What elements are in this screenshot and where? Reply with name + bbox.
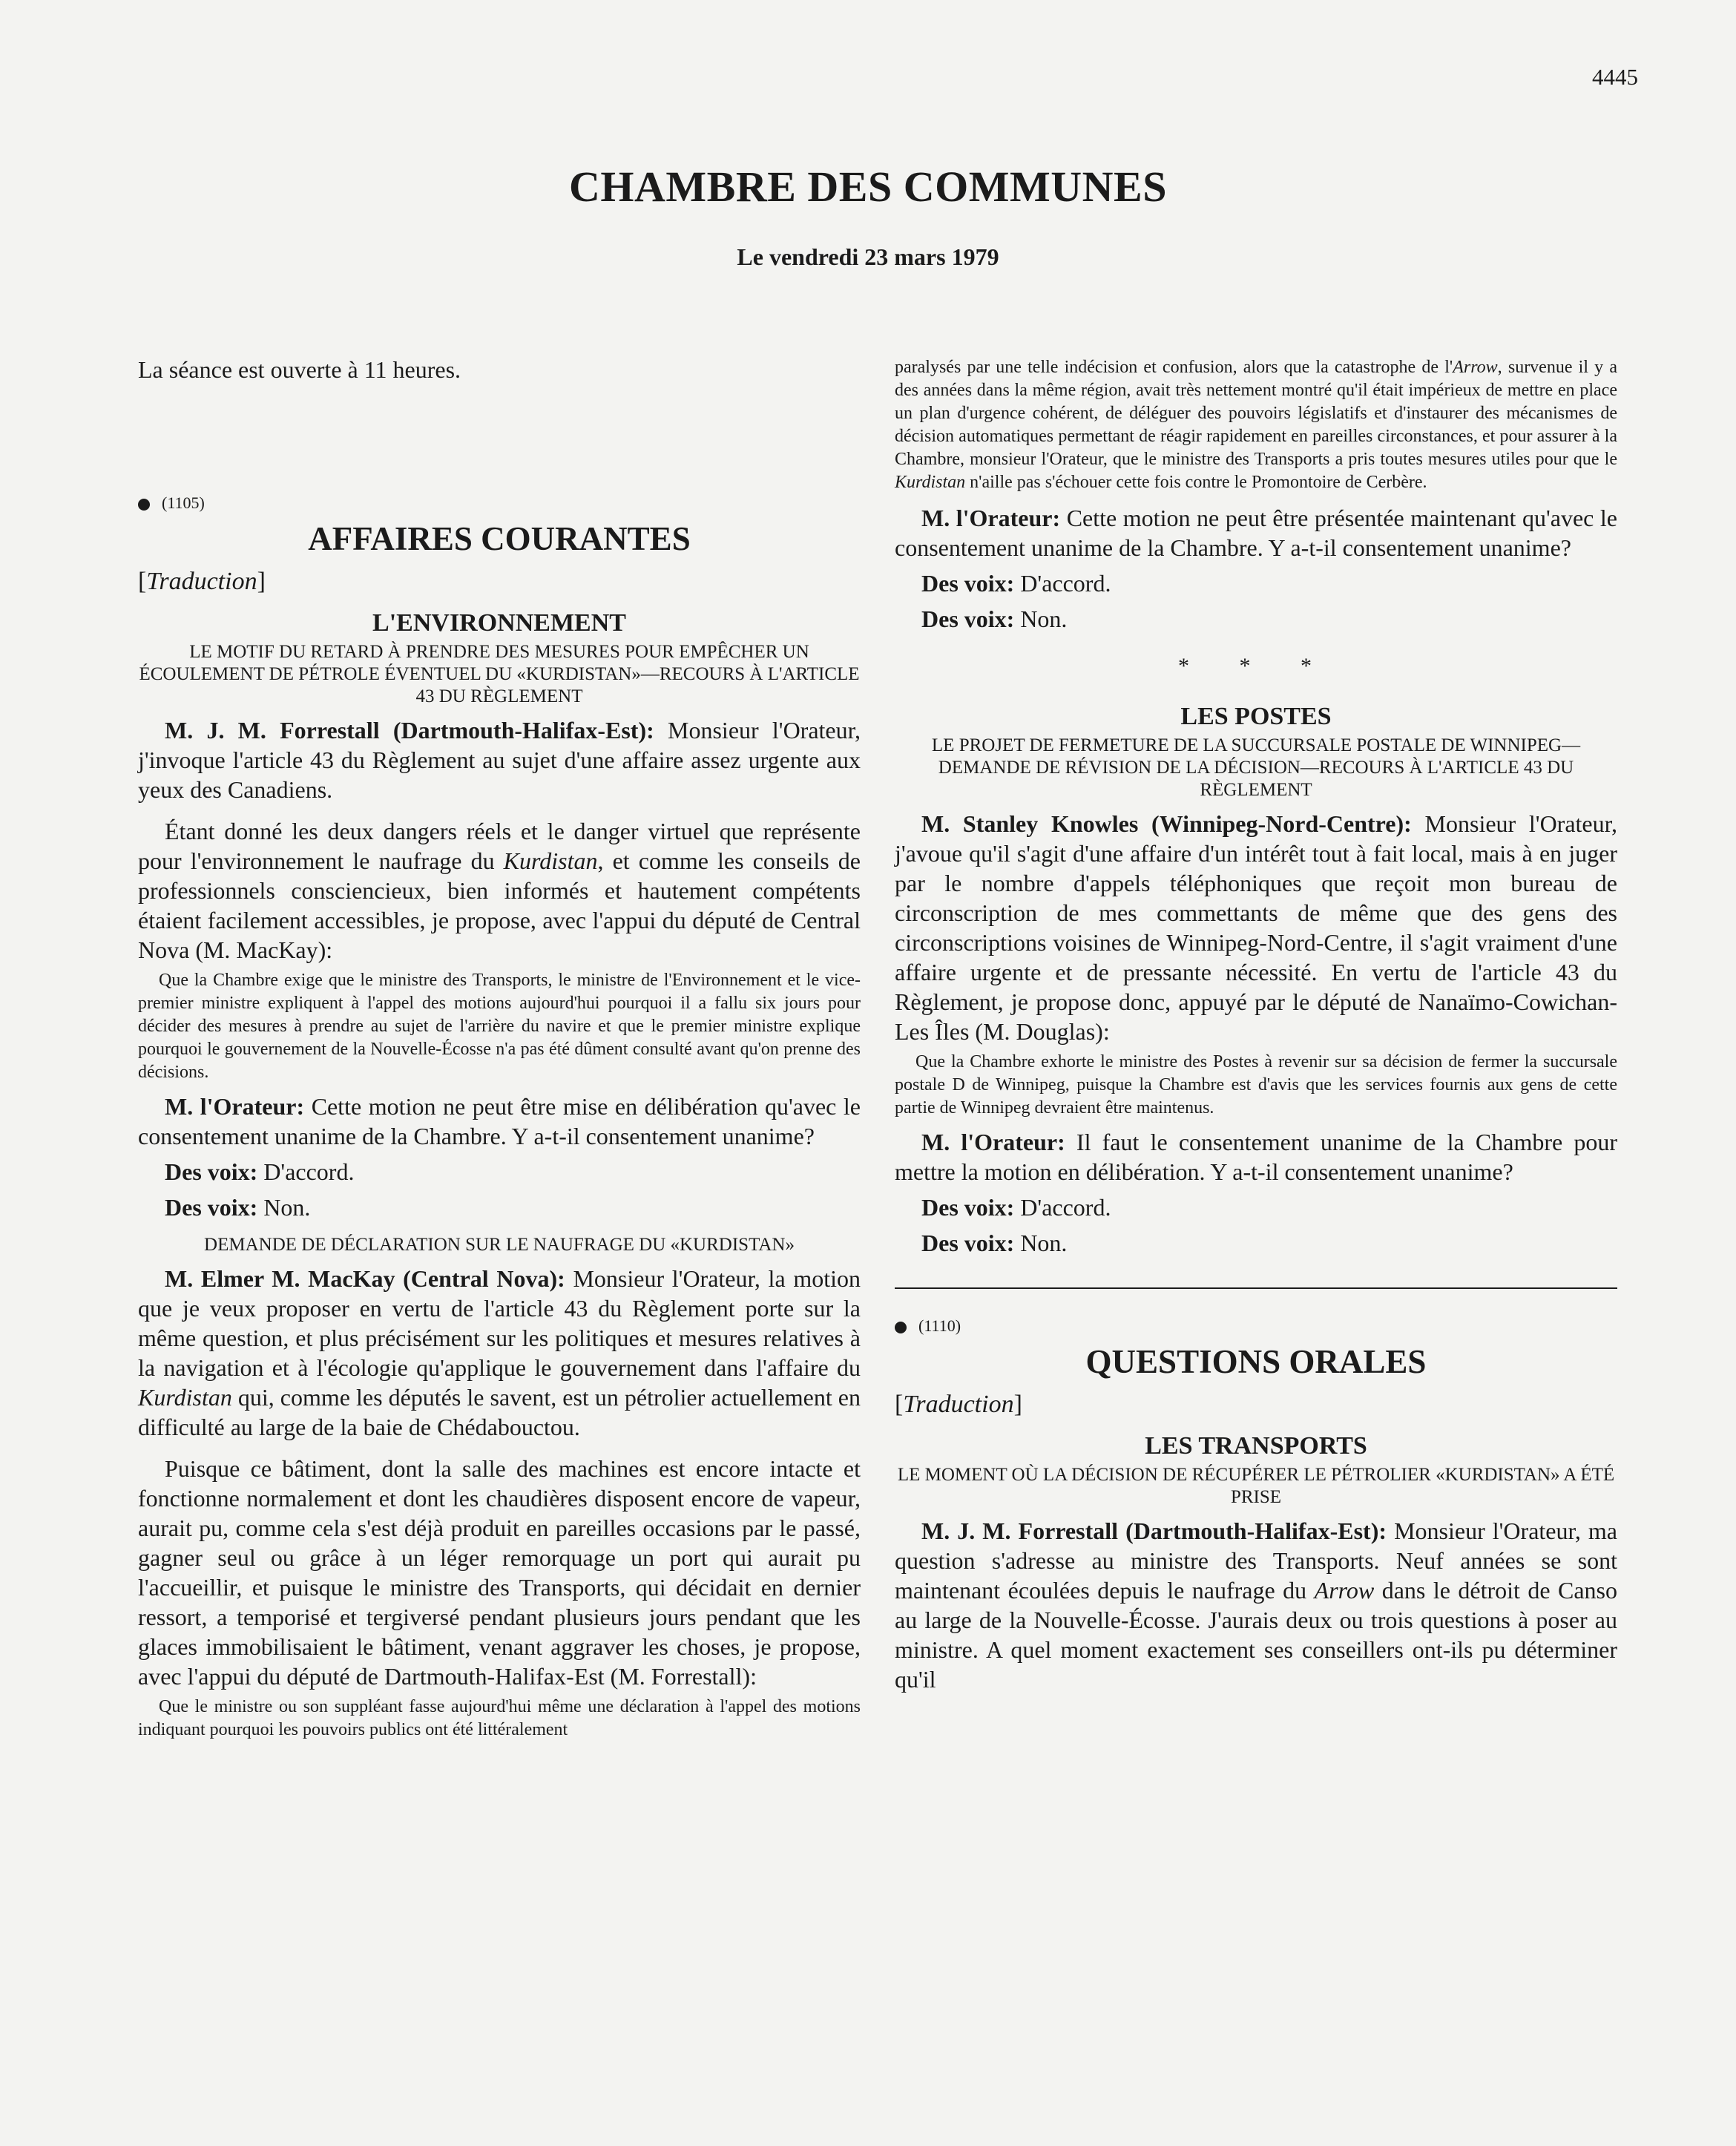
motion-text: Que la Chambre exhorte le ministre des Postes à revenir sur sa décision de fermer la succursale postale D de Winnipeg, puisque la Chambre est d'avis que les services fournis aux gens de cette partie de Winnipeg devraient être maintenus. (895, 1052, 1617, 1118)
page-title: CHAMBRE DES COMMUNES (569, 163, 1167, 211)
motion-text: paralysés par une telle indécision et confusion, alors que la catastrophe de l'Arrow, survenue il y a des années dans la même région, avait très nettement montré qu'il était impérieux de mettre en place un plan d'urgence cohérent, de déléguer des pouvoirs législatifs et d'instaurer des mécanismes de décision automatiques permettant de réagir rapidement en pareilles circonstances, et pour assurer à la Chambre, monsieur l'Orateur, que le ministre des Transports a pris toutes mesures utiles pour que le Kurdistan n'aille pas s'échouer cette fois contre le Promontoire de Cerbère. (895, 358, 1618, 492)
motion-text: Que le ministre ou son suppléant fasse aujourd'hui même une déclaration à l'appel des motions indiquant pourquoi les pouvoirs publics ont été littéralement (138, 1697, 861, 1739)
voices-line: Des voix: Non. (921, 606, 1068, 632)
speaker-name: M. l'Orateur: (921, 505, 1061, 531)
translation-note: [Traduction] (895, 1391, 1022, 1418)
bullet-icon (138, 499, 150, 511)
section-heading: QUESTIONS ORALES (1085, 1343, 1427, 1380)
voices-line: Des voix: D'accord. (921, 570, 1111, 597)
speech-paragraph: Étant donné les deux dangers réels et le danger virtuel que représente pour l'environnement le naufrage du Kurdistan, et comme les conseils de professionnels consciencieux, bien informés et hautement compétents étaient facilement accessibles, je propose, avec l'appui du député de Central Nova (M. MacKay): (138, 818, 861, 963)
speech-paragraph: M. l'Orateur: Cette motion ne peut être présentée maintenant qu'avec le consentement unanime de la Chambre. Y a-t-il consentement unanime? (895, 505, 1618, 561)
speaker-name: M. l'Orateur: (921, 1129, 1065, 1155)
time-marker: (1110) (895, 1311, 1617, 1341)
speech-paragraph: Puisque ce bâtiment, dont la salle des machines est encore intacte et fonctionne normalement et dont les chaudières disposent encore de vapeur, aurait pu, comme cela s'est déjà produit en pareilles occasions par le passé, gagner seul ou grâce à un léger remorquage un port qui aurait pu l'accueillir, et puisque le ministre des Transports, qui décidait en dernier ressort, a temporisé et tergiversé pendant plusieurs jours pendant que les glaces immobilisaient le bâtiment, venant aggraver les choses, je propose, avec l'appui du député de Dartmouth-Halifax-Est (M. Forrestall): (138, 1455, 861, 1690)
subtopic-heading: LE MOTIF DU RETARD À PRENDRE DES MESURES POUR EMPÊCHER UN ÉCOULEMENT DE PÉTROLE ÉVENTUEL DU «KURDISTAN»—RECOURS À L'ARTICLE 43 DU RÈGLEMENT (139, 642, 860, 706)
section-separator: * * * (1178, 654, 1334, 678)
voices-line: Des voix: D'accord. (921, 1194, 1111, 1221)
speech-paragraph: M. l'Orateur: Cette motion ne peut être mise en délibération qu'avec le consentement unanime de la Chambre. Y a-t-il consentement unanime? (138, 1093, 861, 1149)
section-heading: AFFAIRES COURANTES (308, 520, 691, 557)
sitting-date: Le vendredi 23 mars 1979 (737, 243, 999, 270)
page-number: 4445 (1592, 64, 1638, 90)
speech-paragraph: M. Elmer M. MacKay (Central Nova): Monsieur l'Orateur, la motion que je veux proposer en vertu de l'article 43 du Règlement porte sur la même question, et plus précisément sur les politiques et mesures relatives à la navigation et à l'écologie qu'applique le gouvernement dans l'affaire du Kurdistan qui, comme les députés le savent, est un pétrolier actuellement en difficulté au large de la baie de Chédabouctou. (138, 1265, 861, 1440)
speaker-name: M. J. M. Forrestall (Dartmouth-Halifax-Est): (165, 717, 654, 744)
right-column (895, 356, 1617, 1694)
voices-line: Des voix: Non. (165, 1194, 311, 1221)
speech-paragraph: M. l'Orateur: Il faut le consentement unanime de la Chambre pour mettre la motion en délibération. Y a-t-il consentement unanime? (895, 1129, 1618, 1185)
left-column (138, 349, 861, 1749)
speaker-name: M. J. M. Forrestall (Dartmouth-Halifax-Est): (921, 1517, 1387, 1544)
subtopic-heading: DEMANDE DE DÉCLARATION SUR LE NAUFRAGE DU «KURDISTAN» (204, 1235, 795, 1255)
opening-line: La séance est ouverte à 11 heures. (138, 356, 461, 383)
translation-note: [Traduction] (138, 568, 266, 595)
topic-heading: L'ENVIRONNEMENT (372, 609, 626, 637)
speech-paragraph: M. Stanley Knowles (Winnipeg-Nord-Centre): Monsieur l'Orateur, j'avoue qu'il s'agit d'une affaire d'un intérêt tout à fait local, mais à en juger par le nombre d'appels téléphoniques que reçoit mon bureau de circonscription de mes commettants de même que des gens des circonscriptions voisines de Winnipeg-Nord-Centre, il s'agit vraiment d'une affaire urgente et de pressante nécessité. En vertu de l'article 43 du Règlement, je propose donc, appuyé par le député de Nanaïmo-Cowichan-Les Îles (M. Douglas): (895, 810, 1618, 1045)
speech-paragraph: M. J. M. Forrestall (Dartmouth-Halifax-Est): Monsieur l'Orateur, j'invoque l'article 43 du Règlement au sujet d'une affaire assez urgente aux yeux des Canadiens. (138, 717, 861, 803)
voices-line: Des voix: D'accord. (165, 1158, 355, 1185)
speaker-name: M. l'Orateur: (165, 1093, 305, 1120)
time-marker: (1105) (138, 488, 861, 518)
subtopic-heading: LE MOMENT OÙ LA DÉCISION DE RÉCUPÉRER LE PÉTROLIER «KURDISTAN» A ÉTÉ PRISE (897, 1465, 1615, 1507)
topic-heading: LES TRANSPORTS (1145, 1432, 1367, 1460)
speaker-name: M. Stanley Knowles (Winnipeg-Nord-Centre): (921, 810, 1412, 837)
subtopic-heading: LE PROJET DE FERMETURE DE LA SUCCURSALE POSTALE DE WINNIPEG—DEMANDE DE RÉVISION DE LA DÉCISION—RECOURS À L'ARTICLE 43 DU RÈGLEMENT (931, 735, 1581, 800)
speaker-name: M. Elmer M. MacKay (Central Nova): (165, 1265, 565, 1292)
voices-line: Des voix: Non. (921, 1230, 1068, 1256)
motion-text: Que la Chambre exige que le ministre des Transports, le ministre de l'Environnement et le vice-premier ministre expliquent à l'appel des motions aujourd'hui pourquoi il a fallu six jours pour décider des mesures à prendre au sujet de l'arrière du navire et que le premier ministre explique pourquoi le gouvernement de la Nouvelle-Écosse n'a pas été dûment consulté avant qu'on prenne des décisions. (138, 971, 861, 1082)
horizontal-rule (895, 1287, 1617, 1289)
speech-paragraph: M. J. M. Forrestall (Dartmouth-Halifax-Est): Monsieur l'Orateur, ma question s'adresse au ministre des Transports. Neuf années se sont maintenant écoulées depuis le naufrage du Arrow dans le détroit de Canso au large de la Nouvelle-Écosse. J'aurais deux ou trois questions à poser au ministre. A quel moment exactement ses conseillers ont-ils pu déterminer qu'il (895, 1517, 1618, 1693)
topic-heading: LES POSTES (1180, 703, 1332, 730)
bullet-icon (895, 1322, 907, 1333)
